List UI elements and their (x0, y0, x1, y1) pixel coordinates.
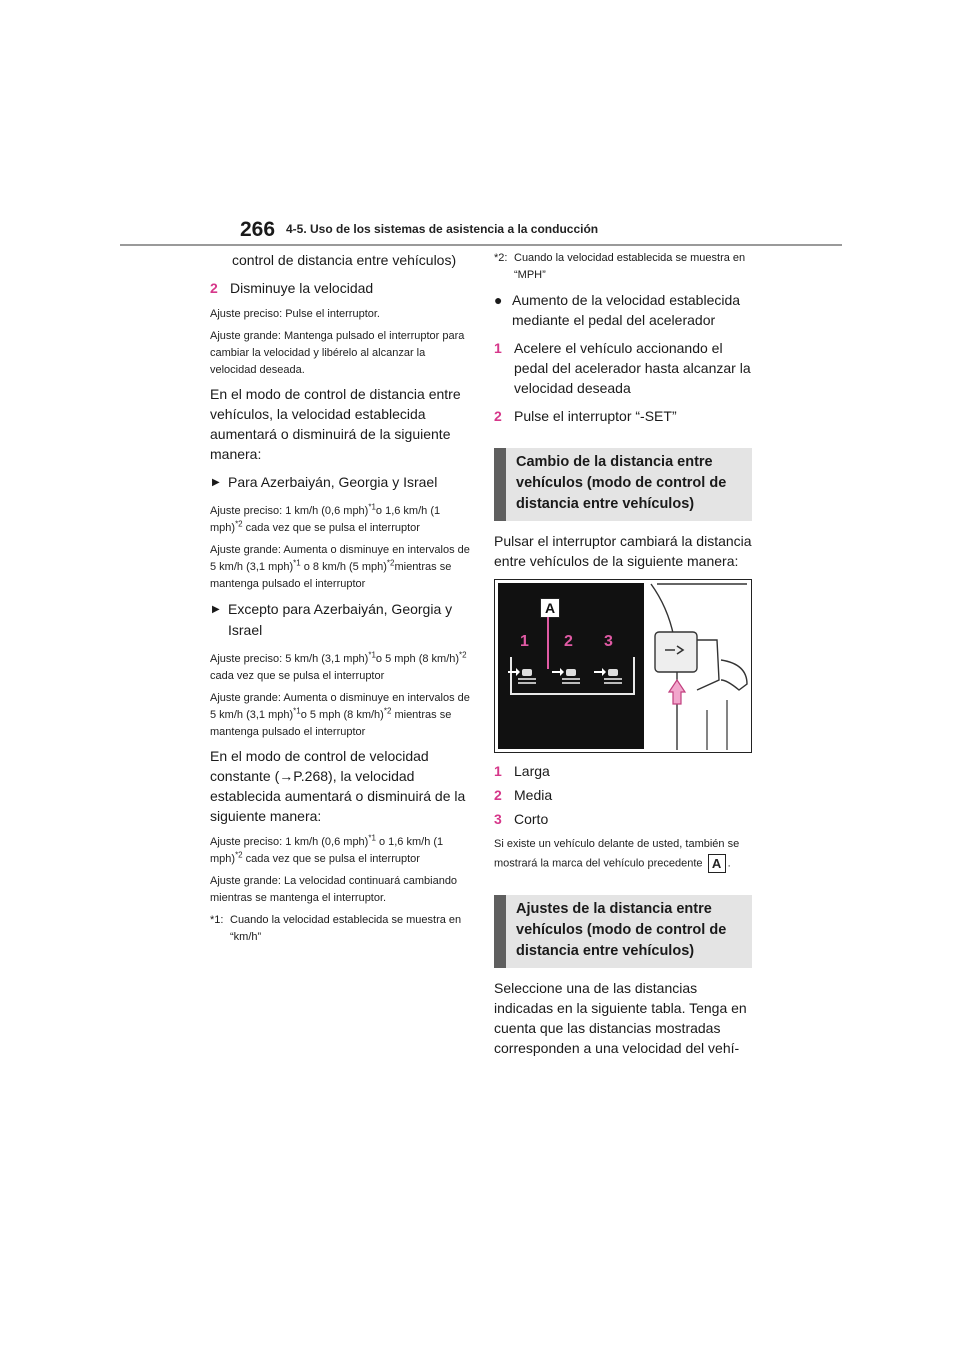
triangle-bullet-icon: ▶ (212, 477, 220, 488)
b1-coarse: Ajuste grande: Aumenta o disminuye en intervalos de 5 km/h (3,1 mph)$^{*1}$ o 8 km/h (5 mph)$^{*2}$mientras se mantenga pulsado el interruptor (210, 544, 470, 590)
bullet-text: Para Azerbaiyán, Georgia y Israel (228, 474, 438, 490)
label-a-box: A (540, 598, 560, 618)
footnote-1: *1: Cuando la velocidad establecida se muestra en “km/h” (210, 914, 462, 943)
coarse-adjust-text: Ajuste grande: Mantenga pulsado el interruptor para cambiar la velocidad y libérelo al alcanzar la velocidad deseada. (210, 330, 465, 376)
distance-mode-paragraph: En el modo de control de distancia entre vehículos, la velocidad establecida aumentará o disminuirá de la siguiente manera: (210, 386, 461, 462)
car-distance-icon (550, 663, 580, 687)
b2-coarse: Ajuste grande: Aumenta o disminuye en intervalos de 5 km/h (3,1 mph)$^{*1}$o 5 mph (8 km/h)$^{*2}$ mientras se mantenga pulsado el interruptor (210, 692, 470, 738)
display-panel (498, 583, 644, 749)
step-decrease (210, 278, 472, 298)
c-fine: Ajuste preciso: 1 km/h (0,6 mph)$^{*1}$ o 1,6 km/h (1 mph)$^{*2}$ cada vez que se pulsa el interruptor (210, 833, 444, 865)
bullet-except (212, 599, 472, 641)
step-text: Disminuye la velocidad (230, 280, 374, 296)
header-rule (120, 244, 842, 246)
digit-3: 3 (604, 633, 613, 650)
fine-adjust-text: Ajuste preciso: Pulse el interruptor. (210, 308, 380, 320)
constant-mode-paragraph: En el modo de control de velocidad constante (→P.268), la velocidad establecida aumentará o disminuirá de la siguiente manera: (210, 748, 466, 824)
car-distance-icon (506, 663, 536, 687)
switch-paragraph: Pulsar el interruptor cambiará la distancia entre vehículos de la siguiente manera: (494, 533, 752, 569)
section-heading-distance-settings: Ajustes de la distancia entre vehículos (modo de control de distancia entre vehículos) (494, 895, 752, 968)
triangle-bullet-icon: ▶ (212, 604, 220, 615)
b2-fine: Ajuste preciso: 5 km/h (3,1 mph)$^{*1}$o 5 mph (8 km/h)$^{*2}$ cada vez que se pulsa el interruptor (210, 650, 467, 682)
continued-line: control de distancia entre vehículos) (232, 252, 457, 268)
steering-switch-illustration (647, 580, 751, 750)
section-heading-change-distance: Cambio de la distancia entre vehículos (modo de control de distancia entre vehículos) (494, 448, 752, 521)
car-distance-icon (592, 663, 622, 687)
digit-2: 2 (564, 633, 573, 650)
digit-1: 1 (520, 633, 529, 650)
c-coarse: Ajuste grande: La velocidad continuará cambiando mientras se mantenga el interruptor. (210, 875, 458, 904)
preceding-vehicle-note: Si existe un vehículo delante de usted, también se mostrará la marca del vehículo precedente A . (494, 838, 740, 871)
select-paragraph: Seleccione una de las distancias indicadas en la siguiente tabla. Tenga en cuenta que las distancias mostradas corresponden a una velocidad del vehí- (494, 980, 747, 1057)
step-number: 2 (210, 280, 218, 296)
label-a-inline: A (708, 854, 726, 873)
right-column (494, 250, 752, 1066)
distance-figure (494, 579, 752, 753)
chapter-title: 4-5. Uso de los sistemas de asistencia a la conducción (286, 222, 599, 236)
list-item: 3 Corto (494, 811, 549, 827)
bullet-text: Excepto para Azerbaiyán, Georgia y Israel (228, 601, 453, 638)
bullet-accelerator: ● Aumento de la velocidad establecida mediante el pedal del acelerador (494, 292, 741, 328)
step-accelerate: 1 Acelere el vehículo accionando el pedal del acelerador hasta alcanzar la velocidad deseada (494, 340, 751, 396)
list-item: 2 Media (494, 787, 553, 803)
distance-list (494, 761, 752, 829)
left-column (210, 250, 472, 950)
bullet-dot-icon: ● (494, 292, 503, 308)
step-press-set: 2 Pulse el interruptor “-SET” (494, 408, 677, 424)
footnote-2: *2: Cuando la velocidad establecida se muestra en “MPH” (494, 252, 746, 281)
list-item: 1 Larga (494, 763, 550, 779)
bullet-azerbaijan (212, 472, 472, 493)
page-number: 266 (240, 218, 276, 241)
b1-fine: Ajuste preciso: 1 km/h (0,6 mph)$^{*1}$o 1,6 km/h (1 mph)$^{*2}$ cada vez que se pulsa el interruptor (210, 502, 441, 534)
